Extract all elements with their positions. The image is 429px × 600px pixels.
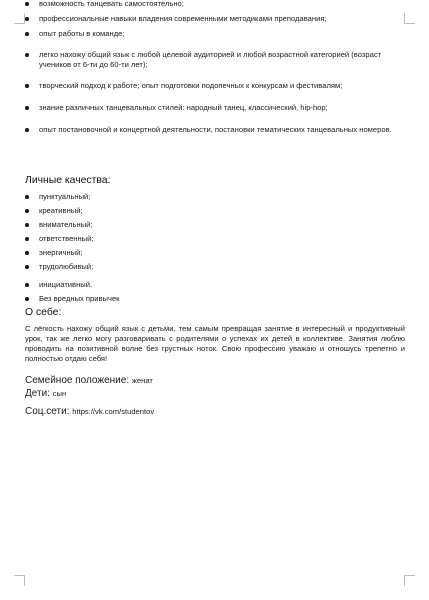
bullet-icon	[25, 265, 29, 269]
list-item: трудолюбивый;	[25, 262, 399, 272]
bullet-icon	[25, 297, 29, 301]
list-item: ответственный;	[25, 234, 399, 244]
list-item: возможность танцевать самостоятельно;	[25, 0, 405, 9]
social-label: Соц.сети:	[25, 406, 70, 417]
children-value: сын	[52, 389, 67, 398]
about-text: С лёгкость нахожу общий язык с детьми, тем самым превращая занятие в интересный и продуктивный урок, так же легко могу разговаривать с родителями о успехах их детей в коллективе. Занятия люблю проводить на позитивной волне без грустных ноток. Свою профессию уважаю и отношусь трепетно и полностью отдаю себя!	[25, 324, 405, 363]
bullet-icon	[25, 251, 29, 255]
crop-mark-bottom-right	[404, 575, 415, 586]
bullet-icon	[25, 17, 29, 21]
bullet-icon	[25, 128, 29, 132]
list-item: опыт работы в команде;	[25, 29, 405, 39]
list-item: внимательный;	[25, 220, 399, 230]
bullet-icon	[25, 223, 29, 227]
list-item: Без вредных привычек	[25, 294, 399, 304]
bullet-icon	[25, 237, 29, 241]
bullet-icon	[25, 32, 29, 36]
social-networks	[25, 406, 405, 418]
list-item: опыт постановочной и концертной деятельности, постановки тематических танцевальных номеров.	[25, 125, 405, 135]
children	[25, 388, 405, 400]
bullet-icon	[25, 283, 29, 287]
bullet-icon	[25, 195, 29, 199]
list-item: инициативный.	[25, 280, 399, 290]
bullet-icon	[25, 53, 29, 57]
list-item: энергичный;	[25, 248, 399, 258]
bullet-icon	[25, 84, 29, 88]
list-item: пунктуальный;	[25, 192, 399, 202]
list-item: профессиональные навыки владения современными методиками преподавания;	[25, 14, 405, 24]
about-heading: О себе:	[25, 307, 62, 318]
children-label: Дети:	[25, 388, 50, 399]
bullet-icon	[25, 2, 29, 6]
list-item: креативный;	[25, 206, 399, 216]
crop-mark-bottom-left	[14, 575, 25, 586]
family-status	[25, 375, 405, 387]
list-item: творческий подход к работе; опыт подготовки подопечных к конкурсам и фестивалям;	[25, 81, 405, 91]
bullet-icon	[25, 209, 29, 213]
family-status-colon: :	[126, 375, 132, 386]
bullet-icon	[25, 106, 29, 110]
list-item: знание различных танцевальных стилей: народный танец, классический, hip-hop;	[25, 103, 405, 113]
family-status-label: Семейное положение	[25, 375, 127, 386]
crop-mark-top-left	[14, 13, 25, 24]
personal-qualities-heading: Личные качества:	[25, 175, 111, 186]
list-item: легко нахожу общий язык с любой целевой аудиторией и любой возрастной категорией (возраст учеников от 6-ти до 60-ти лет);	[25, 50, 405, 70]
family-status-value: женат	[131, 376, 153, 385]
social-link[interactable]: https://vk.com/studentov	[72, 407, 155, 416]
crop-mark-top-right	[404, 13, 415, 24]
